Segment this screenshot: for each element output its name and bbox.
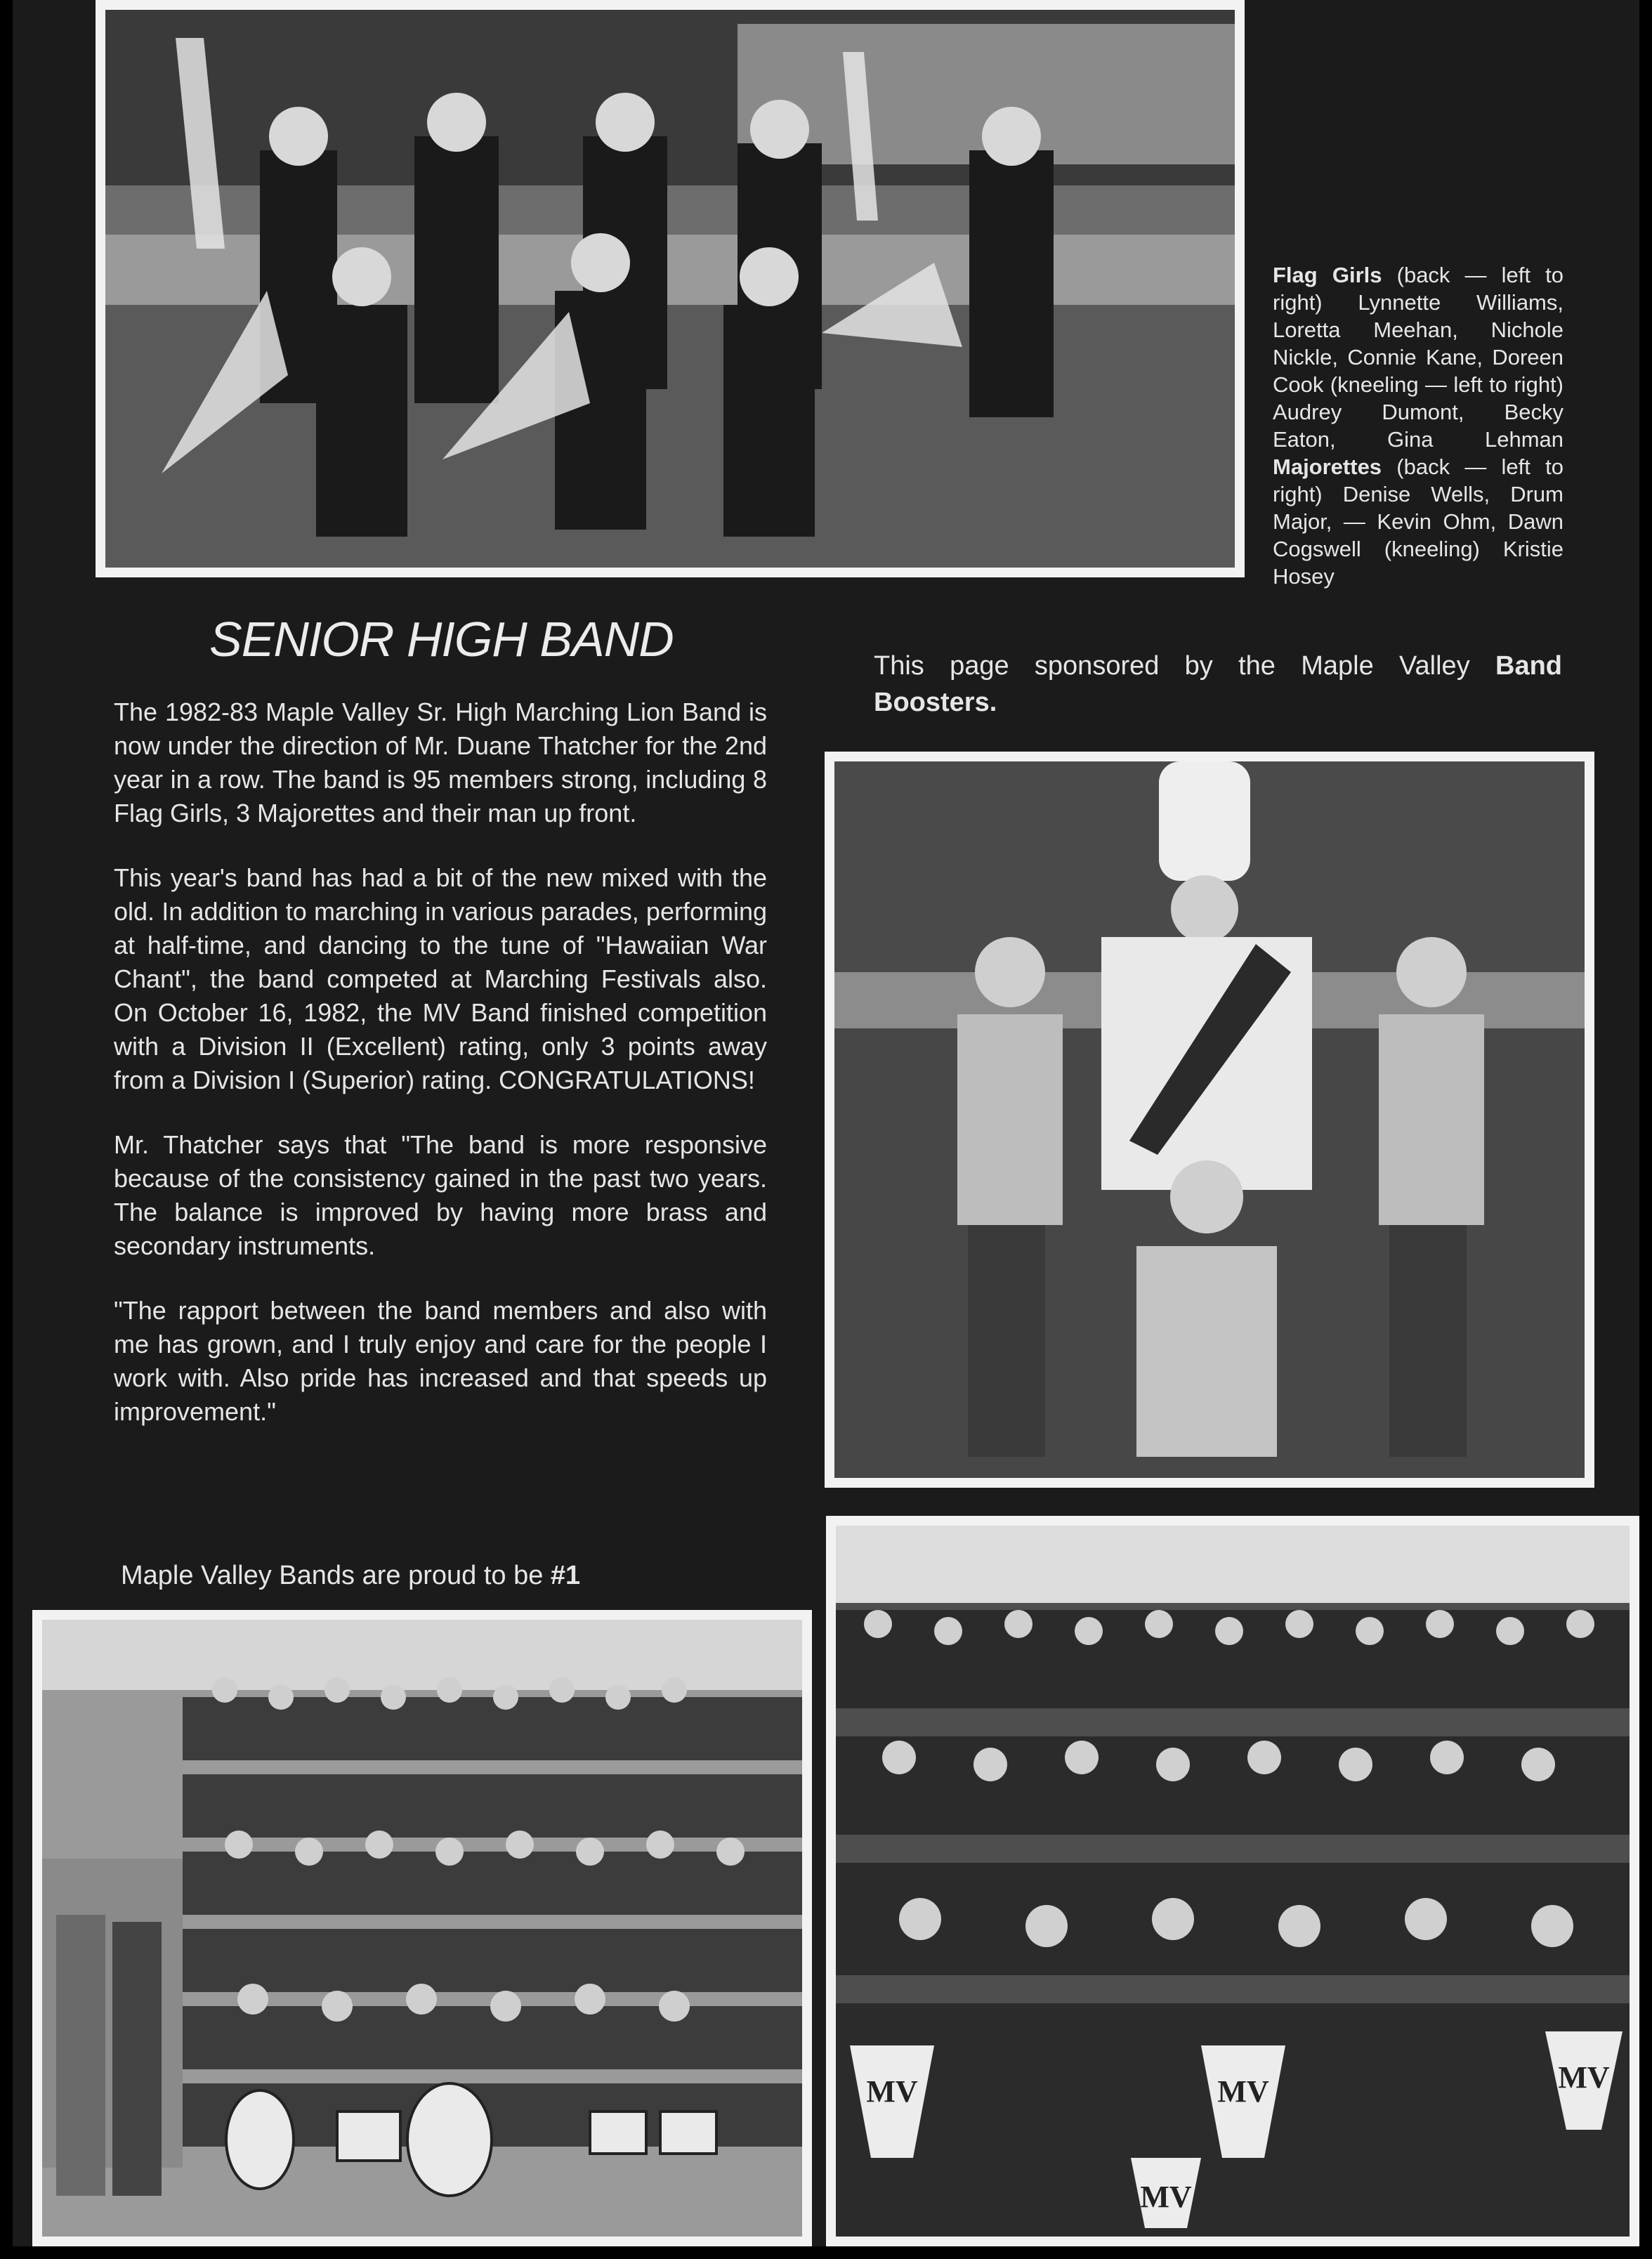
- uniform-letters-3: MV: [1558, 2060, 1610, 2095]
- flag-girls-image: [105, 10, 1235, 568]
- photo-caption: [1273, 261, 1563, 590]
- sponsor-note: [874, 648, 1562, 721]
- band-bleachers-photo: [32, 1610, 812, 2246]
- article-body: [114, 695, 767, 1460]
- proud-bold: #1: [550, 1561, 581, 1590]
- majorettes-photo: [825, 752, 1594, 1488]
- band-bleachers-image: [42, 1620, 802, 2237]
- article-paragraph-1: The 1982-83 Maple Valley Sr. High Marching Lion Band is now under the direction of Mr. Duane Thatcher for the 2nd year in a row. The band is 95 members strong, including 8 Flag Girls, 3 Majorettes and their man up front.: [114, 698, 767, 827]
- flag-girls-photo: [96, 0, 1245, 577]
- proud-line: [121, 1561, 774, 1591]
- flag-girls-label: Flag Girls: [1273, 263, 1382, 287]
- uniform-letters-2: MV: [1217, 2074, 1269, 2109]
- proud-text: Maple Valley Bands are proud to be: [121, 1561, 544, 1590]
- majorettes-names: (back — left to right) Denise Wells, Drum Major, — Kevin Ohm, Dawn Cogswell (kneeling) Kristie Hosey: [1273, 454, 1563, 589]
- majorettes-image: [834, 761, 1585, 1478]
- uniform-letters-4: MV: [1140, 2180, 1192, 2214]
- article-paragraph-2: This year's band has had a bit of the new mixed with the old. In addition to marching in various parades, performing at half-time, and dancing to the tune of "Hawaiian War Chant", the band competed at Marching Festivals also. On October 16, 1982, the MV Band finished competition with a Division II (Excellent) rating, only 3 points away from a Division I (Superior) rating. CONGRATULATIONS!: [114, 863, 767, 1094]
- page-title: SENIOR HIGH BAND: [209, 612, 674, 667]
- article-paragraph-4: "The rapport between the band members and also with me has grown, and I truly enjoy and care for the people I work with. Also pride has increased and that speeds up improvement.": [114, 1296, 767, 1426]
- sponsor-text: This page sponsored by the Maple Valley: [874, 651, 1470, 681]
- band-stands-image: [836, 1526, 1630, 2237]
- yearbook-page: [13, 0, 1639, 2246]
- flag-girls-names: (back — left to right) Lynnette Williams, Loretta Meehan, Nichole Nickle, Connie Kane, Doreen Cook (kneeling — left to right) Audrey Dumont, Becky Eaton, Gina Lehman: [1273, 263, 1563, 452]
- band-stands-photo: [826, 1516, 1639, 2246]
- majorettes-label: Majorettes: [1273, 454, 1382, 479]
- sponsor-bold: Band Boosters.: [874, 651, 1562, 717]
- article-paragraph-3: Mr. Thatcher says that "The band is more responsive because of the consistency gained in the past two years. The balance is improved by having more brass and secondary instruments.: [114, 1130, 767, 1260]
- uniform-letters-1: MV: [866, 2074, 918, 2109]
